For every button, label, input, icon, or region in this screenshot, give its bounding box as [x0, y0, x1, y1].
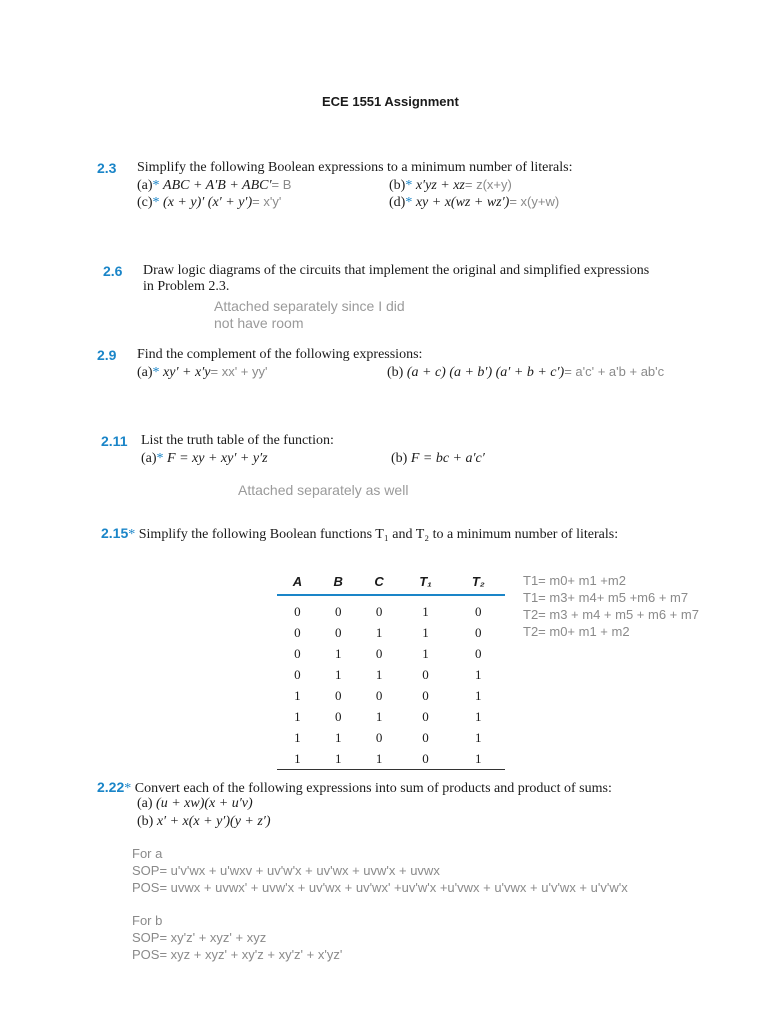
problem-2-15-header: [101, 525, 618, 543]
problem-2-11-prompt: List the truth table of the function:: [141, 433, 334, 448]
for-b-label: For b: [132, 913, 163, 928]
truth-table-cell: 1: [294, 708, 301, 724]
problem-2-9-part-b: [387, 364, 664, 381]
truth-table-cell: 0: [475, 645, 482, 661]
part-label: (b): [137, 814, 154, 829]
problem-2-22-answers-b: [132, 912, 342, 963]
truth-table: [277, 568, 505, 770]
part-label: (a): [137, 178, 153, 193]
star-mark: *: [152, 365, 160, 380]
expression: xy + x(wz + wz′): [415, 195, 510, 210]
truth-table-cell: 0: [334, 687, 342, 703]
truth-table-row: [277, 706, 505, 727]
header-cell: T₁: [399, 568, 451, 595]
problem-2-3-part-d: [389, 194, 559, 211]
page-title: ECE 1551 Assignment: [322, 94, 459, 109]
truth-table-cell: 1: [422, 645, 429, 661]
truth-table-row: [277, 727, 505, 748]
problem-2-15-prompt: Simplify the following Boolean functions T₁ and T₂ to a minimum number of literals:: [138, 527, 619, 542]
problem-2-22-prompt: Convert each of the following expressions into sum of products and product of sums:: [134, 781, 612, 796]
truth-table-cell: 0: [375, 603, 383, 619]
problem-number-2-15: 2.15: [101, 525, 129, 541]
truth-table-cell: 1: [475, 729, 482, 745]
problem-2-22-answers-a: [132, 845, 628, 896]
truth-table-row: [277, 685, 505, 706]
part-label: (a): [137, 365, 153, 380]
answer: = a'c' + a'b + ab'c: [564, 364, 665, 379]
truth-table-cell: 1: [294, 729, 301, 745]
truth-table-cell: 0: [422, 666, 429, 682]
problem-2-15-answers: [523, 572, 699, 640]
truth-table-cell: 0: [422, 729, 429, 745]
expression: x′yz + xz: [415, 178, 465, 193]
truth-table-cell: 0: [294, 603, 301, 619]
truth-table-cell: 1: [375, 624, 383, 640]
problem-2-9-part-a: [137, 364, 267, 381]
problem-2-22-header: [97, 779, 612, 797]
header-cell: C: [359, 568, 400, 595]
truth-table-cell: 0: [475, 603, 482, 619]
truth-table-cell: 1: [318, 748, 359, 770]
star-mark: *: [405, 178, 413, 193]
answer-line: T2= m3 + m4 + m5 + m6 + m7: [523, 607, 699, 622]
expression: (a + c) (a + b′) (a′ + b + c′): [406, 365, 565, 380]
problem-number-2-6: 2.6: [103, 263, 123, 279]
part-label: (b): [387, 365, 404, 380]
problem-number-2-11: 2.11: [101, 433, 128, 449]
answer: = x'y': [252, 194, 282, 209]
star-mark: *: [128, 527, 136, 542]
truth-table-cell: 0: [375, 729, 383, 745]
problem-2-6-prompt-line1: Draw logic diagrams of the circuits that implement the original and simplified expressions: [143, 263, 650, 278]
problem-2-3-prompt: Simplify the following Boolean expressions to a minimum number of literals:: [137, 160, 573, 175]
problem-2-22-part-a: [137, 796, 253, 812]
star-mark: *: [152, 195, 160, 210]
star-mark: *: [405, 195, 413, 210]
answer: = z(x+y): [464, 177, 512, 192]
sop-a: SOP= u'v'wx + u'wxv + uv'w'x + uv'wx + uvw'x + uvwx: [132, 863, 440, 878]
problem-2-3-part-b: [389, 177, 512, 194]
expression: (u + xw)(x + u′v): [156, 796, 253, 811]
truth-table-cell: 1: [375, 666, 383, 682]
problem-2-6-note-line1: Attached separately since I did: [214, 298, 405, 314]
truth-table-row: [277, 748, 505, 770]
header-cell: T₂: [452, 568, 505, 595]
truth-table-cell: 1: [475, 666, 482, 682]
truth-table-cell: 0: [334, 708, 342, 724]
truth-table-cell: 0: [375, 645, 383, 661]
truth-table-cell: 1: [334, 666, 342, 682]
answer-line: T1= m0+ m1 +m2: [523, 573, 626, 588]
truth-table-cell: 1: [294, 687, 301, 703]
truth-table-row: [277, 622, 505, 643]
problem-2-6-prompt-line2: in Problem 2.3.: [143, 279, 230, 294]
truth-table-cell: 1: [475, 687, 482, 703]
star-mark: *: [152, 178, 160, 193]
truth-table-cell: 1: [334, 729, 342, 745]
star-mark: *: [156, 451, 164, 466]
truth-table-cell: 1: [334, 645, 342, 661]
star-mark: *: [124, 781, 132, 796]
truth-table-row: [277, 664, 505, 685]
truth-table-cell: 1: [422, 624, 429, 640]
truth-table-cell: 0: [422, 708, 429, 724]
for-a-label: For a: [132, 846, 163, 861]
problem-2-11-part-a: [141, 451, 268, 467]
truth-table-cell: 0: [422, 687, 429, 703]
pos-b: POS= xyz + xyz' + xy'z + xy'z' + x'yz': [132, 947, 343, 962]
expression: ABC + A′B + ABC′: [163, 178, 272, 193]
problem-2-22-part-b: [137, 814, 271, 830]
truth-table-cell: 1: [475, 708, 482, 724]
header-cell: B: [318, 568, 359, 595]
part-label: (b): [389, 178, 406, 193]
problem-number-2-3: 2.3: [97, 160, 117, 176]
part-label: (a): [137, 796, 153, 811]
truth-table-cell: 0: [399, 748, 451, 770]
part-label: (d): [389, 195, 406, 210]
truth-table-body: [277, 595, 505, 770]
problem-number-2-22: 2.22: [97, 779, 125, 795]
problem-2-11-part-b: [391, 451, 485, 467]
truth-table-cell: 0: [294, 645, 301, 661]
header-cell: A: [277, 568, 318, 595]
expression: (x + y)′ (x′ + y′): [163, 195, 253, 210]
expression: F = bc + a′c′: [410, 451, 485, 466]
problem-2-6-note-line2: not have room: [214, 315, 304, 331]
answer: = x(y+w): [509, 194, 560, 209]
truth-table-cell: 0: [294, 666, 301, 682]
truth-table-cell: 0: [294, 624, 301, 640]
part-label: (a): [141, 451, 157, 466]
problem-2-3-part-c: [137, 194, 281, 211]
truth-table-cell: 0: [475, 624, 482, 640]
truth-table-cell: 1: [375, 708, 383, 724]
answer: = xx' + yy': [210, 364, 268, 379]
sop-b: SOP= xy'z' + xyz' + xyz: [132, 930, 267, 945]
truth-table-cell: 1: [277, 748, 318, 770]
pos-a: POS= uvwx + uvwx' + uvw'x + uv'wx + uv'wx' +uv'w'x +u'vwx + u'vwx + u'v'wx + u'v'w'x: [132, 880, 628, 895]
answer-line: T2= m0+ m1 + m2: [523, 624, 630, 639]
truth-table-cell: 0: [375, 687, 383, 703]
truth-table-cell: 0: [334, 624, 342, 640]
answer-line: T1= m3+ m4+ m5 +m6 + m7: [523, 590, 689, 605]
expression: x′ + x(x + y′)(y + z′): [156, 814, 271, 829]
problem-2-9-prompt: Find the complement of the following expressions:: [137, 347, 423, 362]
truth-table-cell: 1: [452, 748, 505, 770]
expression: xy′ + x′y: [163, 365, 211, 380]
truth-table-cell: 1: [422, 603, 429, 619]
truth-table-header-row: [277, 568, 505, 595]
part-label: (b): [391, 451, 408, 466]
problem-2-11-note: Attached separately as well: [238, 482, 409, 498]
part-label: (c): [137, 195, 153, 210]
truth-table-row: [277, 595, 505, 622]
answer: = B: [271, 177, 292, 192]
truth-table-cell: 0: [334, 603, 342, 619]
truth-table-cell: 1: [359, 748, 400, 770]
expression: F = xy + xy′ + y′z: [167, 451, 268, 466]
problem-number-2-9: 2.9: [97, 347, 117, 363]
problem-2-3-part-a: [137, 177, 291, 194]
truth-table-row: [277, 643, 505, 664]
